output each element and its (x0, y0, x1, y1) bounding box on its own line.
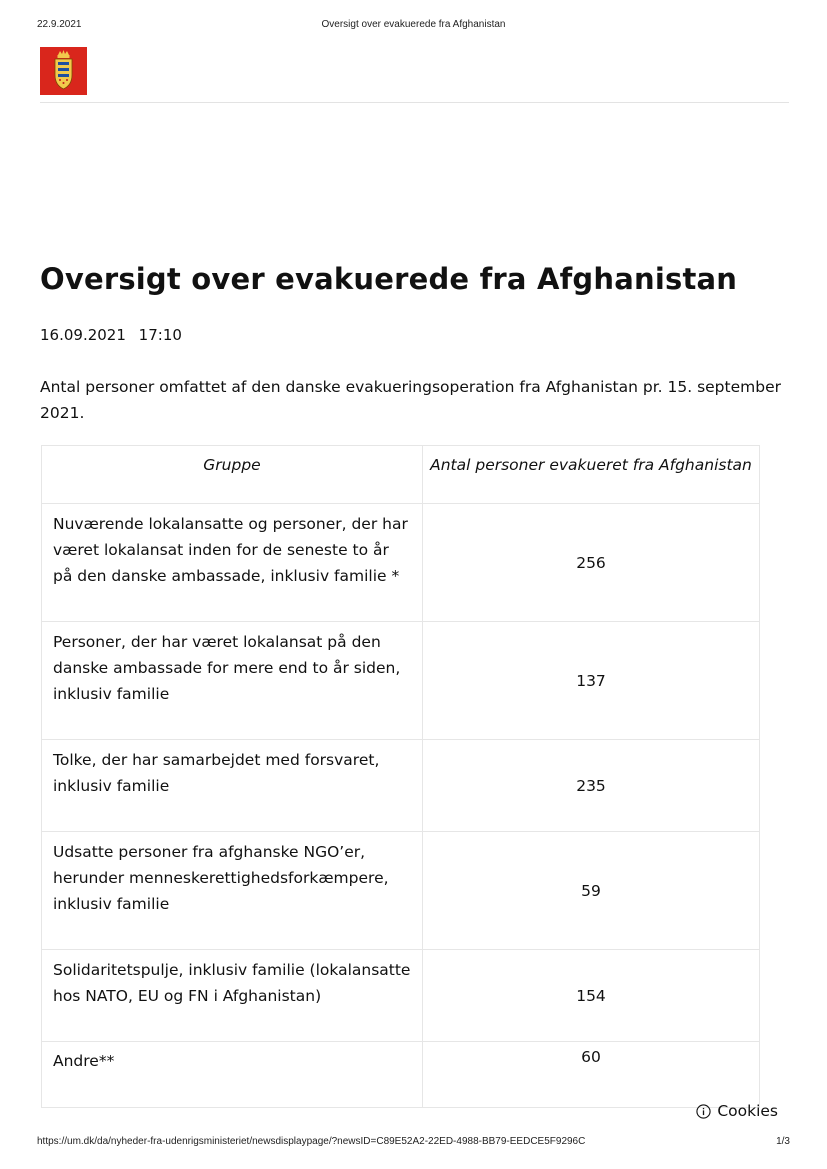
group-cell: Andre** (42, 1042, 423, 1108)
count-cell: 235 (423, 740, 760, 832)
evacuees-table (41, 445, 760, 1108)
print-footer (37, 1136, 790, 1150)
article-time: 17:10 (138, 326, 182, 344)
count-cell: 137 (423, 622, 760, 740)
count-cell: 59 (423, 832, 760, 950)
table-row (42, 622, 760, 740)
count-cell: 154 (423, 950, 760, 1042)
cookies-button[interactable] (696, 1102, 778, 1120)
table-header-row (42, 446, 760, 504)
print-header (37, 19, 790, 33)
table-row (42, 504, 760, 622)
coat-of-arms-icon (40, 47, 87, 95)
table-row (42, 740, 760, 832)
page-title: Oversigt over evakuerede fra Afghanistan (40, 262, 738, 296)
header-divider (40, 102, 789, 103)
print-date: 22.9.2021 (37, 19, 82, 30)
table-row (42, 1042, 760, 1108)
group-cell: Solidaritetspulje, inklusiv familie (lokalansatte hos NATO, EU og FN i Afghanistan) (42, 950, 423, 1042)
article-date: 16.09.2021 (40, 326, 126, 344)
count-cell: 60 (423, 1042, 760, 1108)
print-url: https://um.dk/da/nyheder-fra-udenrigsministeriet/newsdisplaypage/?newsID=C89E52A2-22ED-4988-BB79-EEDCE5F9296C (37, 1136, 586, 1147)
article-timestamp (40, 326, 182, 344)
article-intro: Antal personer omfattet af den danske evakueringsoperation fra Afghanistan pr. 15. september 2021. (40, 378, 781, 422)
column-header-count: Antal personer evakueret fra Afghanistan (423, 446, 760, 504)
group-cell: Personer, der har været lokalansat på den danske ambassade for mere end to år siden, inklusiv familie (42, 622, 423, 740)
info-icon (696, 1104, 711, 1119)
table-row (42, 832, 760, 950)
column-header-group: Gruppe (42, 446, 423, 504)
table-row (42, 950, 760, 1042)
site-logo[interactable] (40, 47, 87, 95)
group-cell: Tolke, der har samarbejdet med forsvaret, inklusiv familie (42, 740, 423, 832)
group-cell: Udsatte personer fra afghanske NGO’er, herunder menneskerettighedsforkæmpere, inklusiv familie (42, 832, 423, 950)
count-cell: 256 (423, 504, 760, 622)
print-title: Oversigt over evakuerede fra Afghanistan (321, 19, 506, 30)
page-number: 1/3 (776, 1136, 790, 1147)
group-cell: Nuværende lokalansatte og personer, der har været lokalansat inden for de seneste to år på den danske ambassade, inklusiv familie * (42, 504, 423, 622)
cookies-label: Cookies (717, 1102, 778, 1120)
